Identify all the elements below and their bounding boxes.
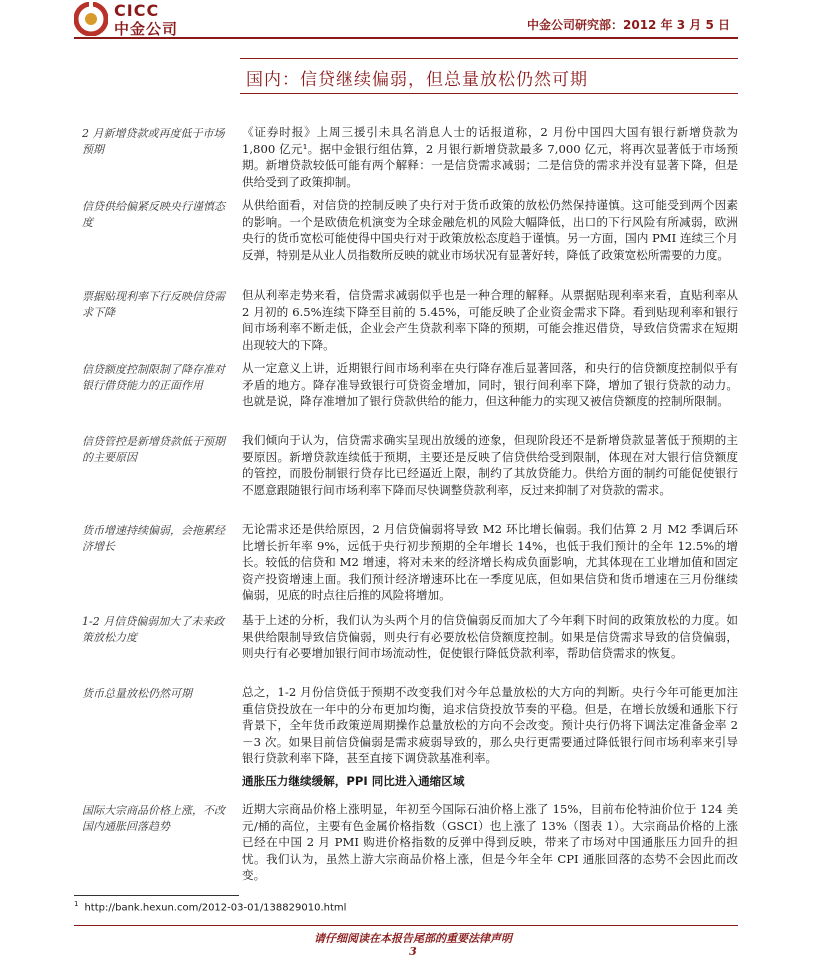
subheading: 通胀压力继续缓解，PPI 同比进入通缩区域	[242, 774, 465, 788]
footnote-link[interactable]: http://bank.hexun.com/2012-03-01/138829010.html	[84, 902, 347, 914]
sidebar-note: 国际大宗商品价格上涨，不改国内通胀回落趋势	[82, 804, 225, 833]
footer-divider	[74, 925, 738, 926]
sidebar-note: 信贷供给偏紧反映央行谨慎态度	[82, 200, 225, 229]
logo-english: CICC	[114, 1, 160, 20]
section-title: 国内：信贷继续偏弱，但总量放松仍然可期	[246, 70, 588, 90]
paragraph: 基于上述的分析，我们认为头两个月的信贷偏弱反而加大了今年剩下时间的政策放松的力度。如果供给限制导致信贷偏弱，则央行有必要放松信贷额度控制。如果是信贷需求导致的信贷偏弱，则央行有必要增加银行间市场流动性，促使银行降低贷款利率，帮助信贷需求的恢复。	[242, 613, 738, 660]
paragraph: 总之，1-2 月份信贷低于预期不改变我们对今年总量放松的大方向的判断。央行今年可能更加注重信贷投放在一年中的分布更加均衡，追求信贷投放节奏的平稳。但是，在增长放缓和通胀下行背景下，全年货币政策逆周期操作总量放松的方向不会改变。预计央行仍将下调法定准备金率 2－3 次。如果目前信贷偏弱是需求疲弱导致的，那么央行更需要通过降低银行间市场利率来引导银行贷款利率下降，甚至直接下调贷款基准利率。	[242, 685, 738, 765]
title-bottom-rule	[240, 93, 738, 94]
cicc-logo-icon	[74, 2, 108, 36]
footnote-divider	[74, 895, 239, 896]
sidebar-note: 1-2 月信贷偏弱加大了未来政策放松力度	[82, 615, 225, 644]
sidebar-note: 票据贴现利率下行反映信贷需求下降	[82, 290, 225, 319]
sidebar-note: 货币增速持续偏弱，会拖累经济增长	[82, 524, 225, 553]
legal-notice: 请仔细阅读在本报告尾部的重要法律声明	[314, 932, 512, 945]
paragraph: 我们倾向于认为，信贷需求确实呈现出放缓的迹象，但现阶段还不是新增贷款显著低于预期的主要原因。新增贷款连续低于预期，主要还是反映了信贷供给受到限制，体现在对大银行信贷额度的管控，而股份制银行贷存比已经逼近上限，制约了其放贷能力。供给方面的制约可能促使银行不愿意跟随银行间市场利率下降而尽快调整贷款利率，反过来抑制了对贷款的需求。	[242, 433, 738, 497]
section-title-bar	[240, 58, 738, 94]
paragraph: 《证券时报》上周三援引未具名消息人士的话报道称，2 月份中国四大国有银行新增贷款为 1,800 亿元¹。据中金银行组估算，2 月银行新增贷款最多 7,000 亿元，将再次显著低于市场预期。新增贷款较低可能有两个解释：一是信贷需求减弱；二是信贷的需求并没有显著下降，但是供给受到了政策抑制。	[242, 125, 738, 189]
paragraph: 近期大宗商品价格上涨明显，年初至今国际石油价格上涨了 15%，目前布伦特油价位于 124 美元/桶的高位，主要有色金属价格指数（GSCI）也上涨了 13%（图表 1）。大宗商品价格的上涨已经在中国 2 月 PMI 购进价格指数的反弹中得到反映，带来了市场对中国通胀压力回升的担忧。我们认为，虽然上游大宗商品价格上涨，但是今年全年 CPI 通胀回落的态势不会因此而改变。	[242, 802, 738, 882]
sidebar-note: 2 月新增贷款或再度低于市场预期	[82, 127, 225, 156]
sidebar-note: 信贷管控是新增贷款低于预期的主要原因	[82, 435, 225, 464]
page-number: 3	[409, 945, 417, 958]
sidebar-note: 货币总量放松仍然可期	[82, 687, 192, 700]
cicc-logo	[74, 0, 234, 38]
paragraph: 从一定意义上讲，近期银行间市场利率在央行降存准后显著回落，和央行的信贷额度控制似乎有矛盾的地方。降存准导致银行可贷资金增加，同时，银行间利率下降，增加了银行贷款的动力。也就是说，降存准增加了银行贷款供给的能力，但这种能力的实现又被信贷额度的控制所限制。	[242, 361, 738, 408]
title-top-rule	[240, 58, 738, 59]
logo-chinese: 中金公司	[114, 20, 179, 38]
paragraph: 从供给面看，对信贷的控制反映了央行对于货币政策的放松仍然保持谨慎。这可能受到两个因素的影响。一个是欧债危机演变为全球金融危机的风险大幅降低，出口的下行风险有所减弱，欧洲央行的货币宽松可能使得中国央行对于政策放松态度趋于谨慎。另一方面，国内 PMI 连续三个月反弹，特别是从业人员指数所反映的就业市场状况有显著好转，降低了政策宽松所需要的力度。	[242, 198, 738, 262]
footnote-mark: 1	[74, 900, 79, 908]
paragraph: 无论需求还是供给原因，2 月信贷偏弱将导致 M2 环比增长偏弱。我们估算 2 月 M2 季调后环比增长折年率 9%，远低于央行初步预期的全年增长 14%，也低于我们预计的全年 12.5%的增长。较低的信贷和 M2 增速，将对未来的经济增长构成负面影响，尤其体现在工业增加值和固定资产投资增速上面。我们预计经济增速环比在一季度见底，但如果信贷和货币增速在三月份继续偏弱，见底的时点往后推的风险将增加。	[242, 522, 738, 602]
sidebar-note: 信贷额度控制限制了降存准对银行借贷能力的正面作用	[82, 363, 225, 392]
footnote	[74, 900, 346, 913]
report-info: 中金公司研究部：2012 年 3 月 5 日	[527, 18, 730, 32]
paragraph: 但从利率走势来看，信贷需求减弱似乎也是一种合理的解释。从票据贴现利率来看，直贴利率从 2 月初的 6.5%连续下降至目前的 5.45%，可能反映了企业资金需求下降。看到贴现利率和银行间市场利率不断走低，企业会产生贷款利率下降的预期，可能会推迟借贷，导致信贷需求在短期出现较大的下降。	[242, 288, 738, 352]
header-divider	[74, 37, 738, 39]
